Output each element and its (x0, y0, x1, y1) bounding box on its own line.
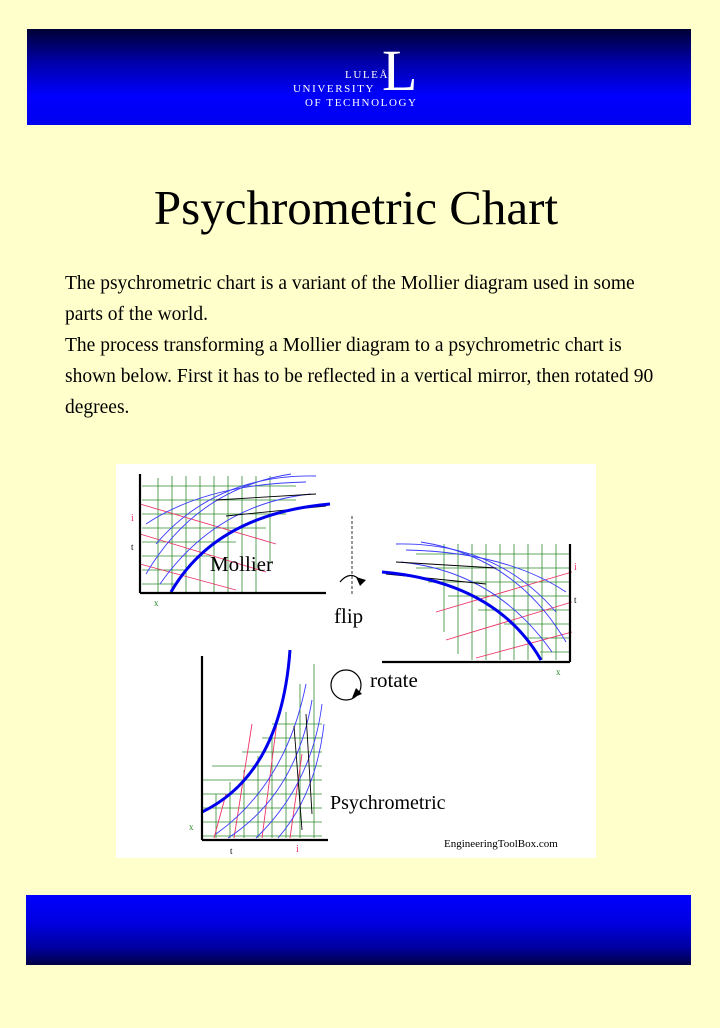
logo-line-lulea: LULEÅ (345, 69, 390, 81)
logo-letter: L (382, 38, 418, 103)
psychrometric-axis-t: t (230, 846, 233, 856)
mollier-panel (131, 474, 330, 608)
intro-paragraph: The psychrometric chart is a variant of the Mollier diagram used in some parts of the world. (65, 273, 635, 325)
flipped-panel (382, 542, 577, 677)
flipped-axis-t: t (574, 595, 577, 605)
flipped-axis-i: i (574, 562, 577, 573)
flip-label: flip (334, 604, 364, 628)
flip-step (334, 516, 366, 628)
flipped-grid (416, 544, 571, 660)
flipped-curves (396, 542, 566, 652)
psychrometric-curves (216, 684, 324, 838)
mollier-axis-i: i (131, 513, 134, 524)
mollier-axis-t: t (131, 542, 134, 552)
psychrometric-label: Psychrometric (330, 792, 446, 814)
psychrometric-axis-i: i (296, 844, 299, 855)
flipped-axis-x: x (556, 667, 561, 677)
rotate-step (331, 668, 418, 700)
diagram-canvas (116, 464, 596, 858)
credit-text: EngineeringToolBox.com (444, 838, 558, 850)
psychrometric-grid (202, 664, 322, 838)
page-title: Psychrometric Chart (153, 180, 559, 235)
university-logo[interactable] (290, 38, 430, 112)
psychrometric-axis-x: x (189, 822, 194, 832)
intro-text (65, 268, 675, 423)
mollier-axis-x: x (154, 598, 159, 608)
rotate-label: rotate (370, 668, 418, 692)
transformation-diagram (116, 464, 596, 858)
logo-line-university: UNIVERSITY (293, 83, 375, 95)
psychrometric-saturation-curve (202, 650, 290, 812)
mollier-label: Mollier (210, 552, 273, 576)
intro-paragraph: The process transforming a Mollier diagram to a psychrometric chart is shown below. First it has to be reflected in a vertical mirror, then rotated 90 degrees. (65, 335, 654, 418)
footer-banner (26, 895, 691, 965)
logo-line-technology: OF TECHNOLOGY (305, 97, 418, 109)
